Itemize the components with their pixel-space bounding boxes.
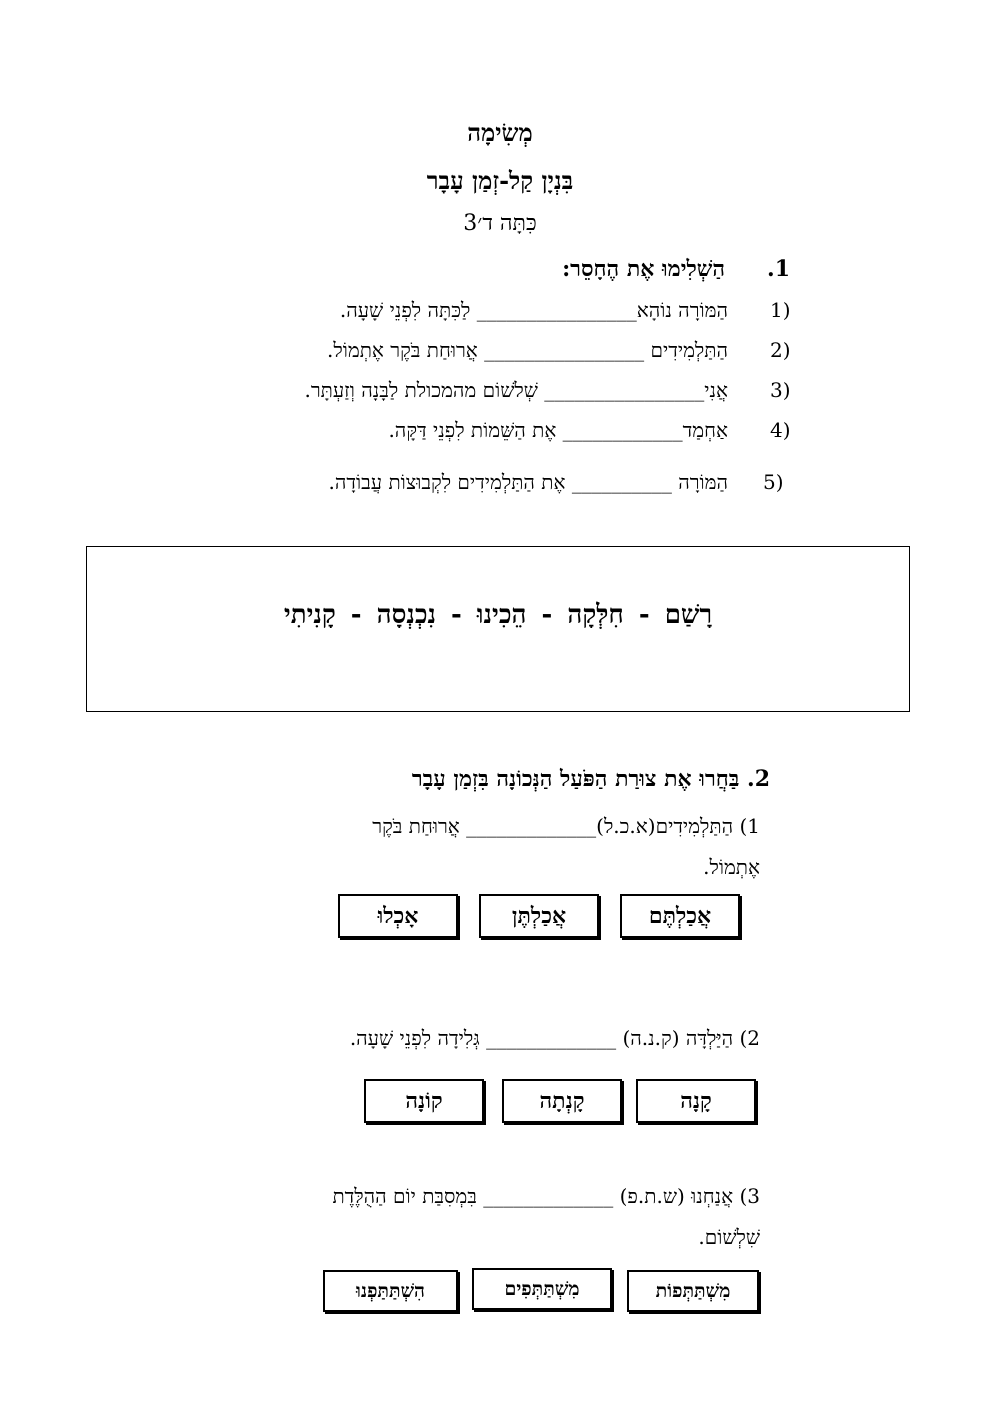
- class-label: כִּתָּה ד׳3: [463, 211, 537, 236]
- question-1-sentence-cont: אֶתְמוֹל.: [703, 855, 760, 879]
- item-number: 3): [770, 378, 791, 402]
- section2-heading: 2. בַּחֲרוּ אֶת צוּרַת הַפֹּעַל הַנְּכוֹנָה בִּזְמַן עָבָר: [411, 766, 770, 792]
- fill-in-sentence[interactable]: הַתַּלְמִידִים ________________ אֲרוּחַת בֹּקֶר אֶתְמוֹל.: [327, 338, 728, 362]
- option-button[interactable]: מִשְׁתַּתְּפִים: [472, 1268, 612, 1310]
- question-3-sentence: 3) אֲנַחְנוּ (ש.ת.פ) _____________ בִּמְסִבַּת יוֹם הַהֻלֶּדֶת: [332, 1184, 760, 1208]
- option-button[interactable]: אֲכַלְתֶּן: [479, 894, 599, 938]
- question-2-sentence: 2) הַיַּלְדָּה (ק.נ.ה) _____________ גְּלִידָה לִפְנֵי שָׁעָה.: [349, 1026, 760, 1050]
- section1-heading: הַשְׁלִימוּ אֶת הֶחָסֵר:: [562, 256, 725, 282]
- question-3-sentence-cont: שִׁלְשׁוֹם.: [698, 1225, 760, 1249]
- fill-in-sentence[interactable]: אֲנִי________________ שְׁלֹשׁוֹם מהמכולת לַבָּנָה וְזַעְתָּר.: [304, 378, 728, 402]
- page-subtitle: בִּנְיָן קַל-זְמַן עָבָר: [426, 166, 574, 195]
- word-bank-text: רָשַׁם - חִלְּקָה - הֵכִינוּ - נִכְנְסָה - קָנִיתִי: [283, 600, 713, 630]
- option-button[interactable]: אֲכַלְתֶּם: [620, 894, 740, 938]
- option-button[interactable]: מִשְׁתַּתְּפוֹת: [627, 1270, 759, 1312]
- fill-in-sentence[interactable]: הַמּוֹרָה נוֹהָא________________ לַכִּתָּה לִפְנֵי שָׁעָה.: [339, 298, 728, 322]
- option-button[interactable]: קָנְתָה: [502, 1079, 622, 1123]
- option-button[interactable]: אָכְלוּ: [338, 894, 458, 938]
- item-number: 2): [770, 338, 791, 362]
- option-button[interactable]: הִשְׁתַּתַּפְנוּ: [323, 1270, 458, 1312]
- item-number: 4): [770, 418, 791, 442]
- item-number: 1): [770, 298, 791, 322]
- option-button[interactable]: קוֹנָה: [364, 1079, 484, 1123]
- fill-in-sentence[interactable]: אַחְמַד____________ אֶת הַשֵּׁמוֹת לִפְנֵי דַּקָּה.: [388, 418, 728, 442]
- fill-in-sentence[interactable]: הַמּוֹרָה __________ אֶת הַתַּלְמִידִים לִקְבוּצוֹת עֲבוֹדָה.: [328, 470, 728, 494]
- section1-number: 1.: [767, 256, 790, 282]
- page-title: מְשִׂימָה: [467, 118, 533, 147]
- option-button[interactable]: קָנָה: [636, 1079, 756, 1123]
- question-1-sentence: 1) הַתַּלְמִידִים(א.כ.ל)_____________ אֲרוּחַת בֹּקֶר: [372, 814, 760, 838]
- item-number: 5): [763, 470, 784, 494]
